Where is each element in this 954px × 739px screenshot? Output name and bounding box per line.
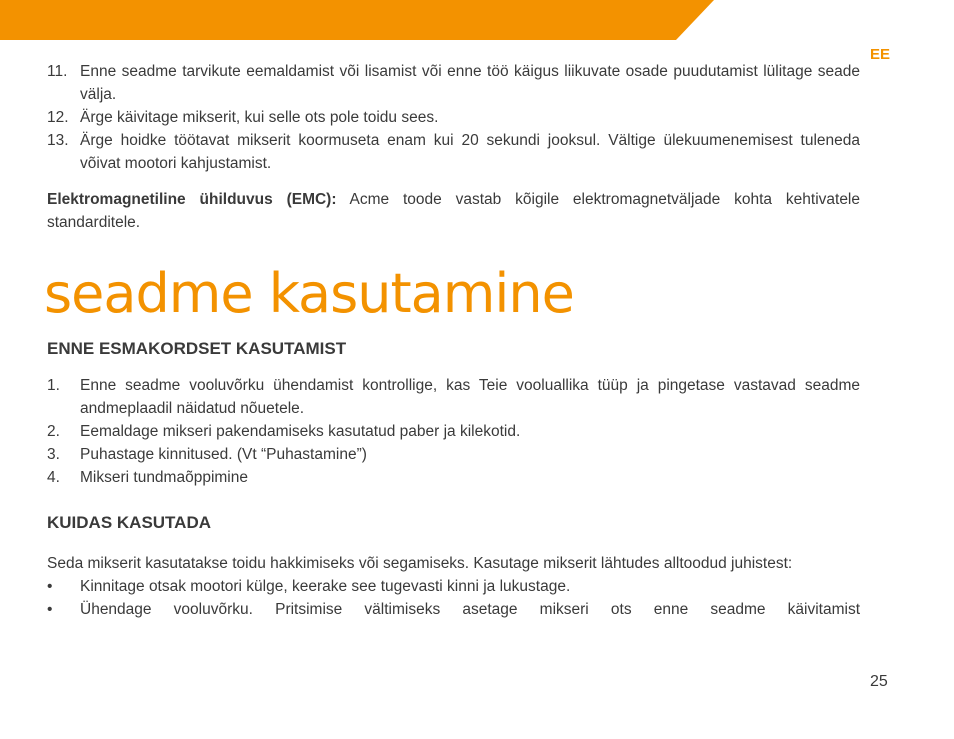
list-text: Enne seadme vooluvõrku ühendamist kontrollige, kas Teie vooluallika tüüp ja pingetase vastavad seadme andmeplaadil näidatud nõuetele. — [80, 377, 860, 417]
language-code: EE — [870, 46, 891, 63]
list-number: 11. — [47, 63, 68, 80]
list-item — [47, 106, 860, 129]
section-heading-how-to-use: KUIDAS KASUTADA — [47, 513, 212, 532]
section-heading-before-first-use: ENNE ESMAKORDSET KASUTAMIST — [47, 339, 347, 358]
list-text: Eemaldage mikseri pakendamiseks kasutatud paber ja kilekotid. — [80, 423, 521, 440]
list-text: Ärge hoidke töötavat mikserit koormuseta enam kui 20 sekundi jooksul. Vältige ülekuumenemisest tuleneda võivat mootori kahjustamist. — [80, 132, 860, 172]
how-to-use-intro: Seda mikserit kasutatakse toidu hakkimiseks või segamiseks. Kasutage mikserit lähtudes alltoodud juhistest: — [47, 555, 793, 572]
list-item — [47, 60, 860, 106]
list-text: Puhastage kinnitused. (Vt “Puhastamine”) — [80, 446, 367, 463]
list-number: 2. — [47, 423, 60, 440]
list-number: 3. — [47, 446, 60, 463]
list-number: 1. — [47, 377, 60, 394]
bullet-item — [47, 575, 860, 598]
list-item — [47, 466, 860, 489]
list-item — [47, 129, 860, 175]
bullet-text: Ühendage vooluvõrku. Pritsimise vältimiseks asetage mikseri ots enne seadme käivitamist — [80, 601, 860, 618]
list-number: 13. — [47, 132, 69, 149]
list-item — [47, 374, 860, 420]
list-text: Enne seadme tarvikute eemaldamist või lisamist või enne töö käigus liikuvate osade puudutamist lülitage seade välja. — [80, 63, 860, 103]
bullet-icon: • — [47, 578, 53, 595]
emc-text: Acme toode vastab kõigile elektromagnetväljade kohta kehtivatele standarditele. — [47, 191, 860, 231]
list-item — [47, 443, 860, 466]
list-text: Ärge käivitage mikserit, kui selle ots pole toidu sees. — [80, 109, 439, 126]
bullet-text: Kinnitage otsak mootori külge, keerake see tugevasti kinni ja lukustage. — [80, 578, 571, 595]
bullet-item — [47, 598, 860, 621]
list-text: Mikseri tundmaõppimine — [80, 469, 248, 486]
how-to-use-bullets — [47, 575, 860, 621]
list-number: 12. — [47, 109, 69, 126]
orange-header-banner — [0, 0, 954, 40]
page-title: seadme kasutamine — [44, 262, 574, 325]
bullet-icon: • — [47, 601, 53, 618]
precautions-list — [47, 60, 860, 175]
page-number: 25 — [870, 673, 888, 690]
list-item — [47, 420, 860, 443]
emc-paragraph — [47, 188, 860, 234]
page-content — [44, 60, 860, 621]
first-use-list — [47, 374, 860, 489]
list-number: 4. — [47, 469, 60, 486]
emc-label: Elektromagnetiline ühilduvus (EMC): — [47, 191, 337, 208]
